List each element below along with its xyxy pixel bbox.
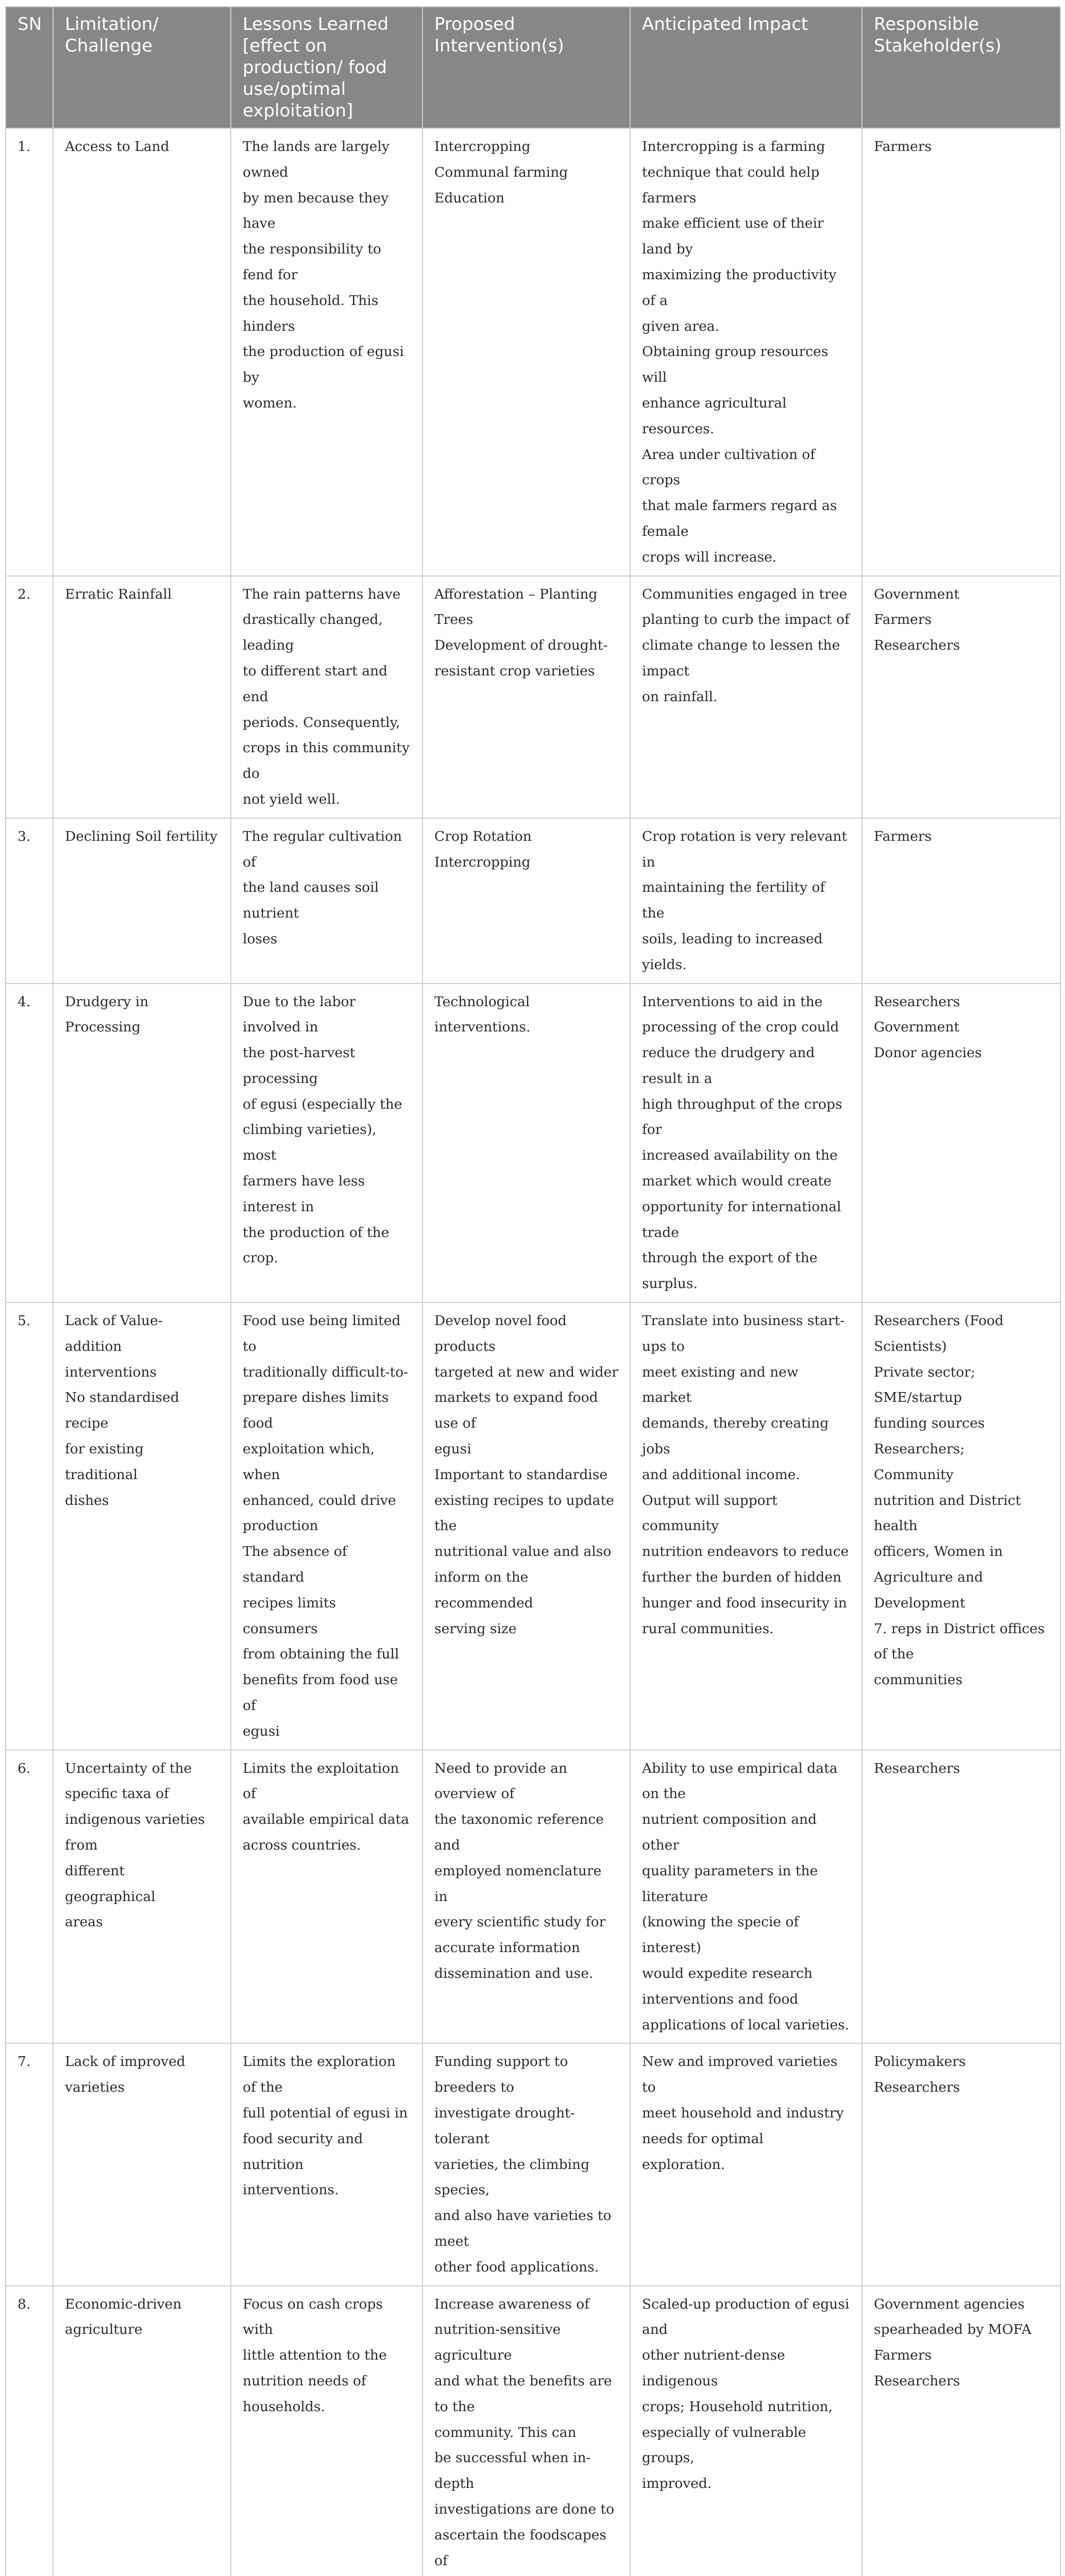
lessons-cell bbox=[231, 1750, 422, 2044]
cell-text: Researchers bbox=[874, 637, 960, 654]
cell-text: Food use being limited to bbox=[243, 1313, 401, 1354]
limitation-cell bbox=[53, 128, 231, 576]
header-text: Lessons Learned bbox=[243, 14, 389, 35]
cell-text: communities bbox=[874, 1672, 963, 1688]
cell-text: Limits the exploitation of bbox=[243, 1760, 399, 1802]
cell-text: inform on the recommended bbox=[434, 1569, 533, 1611]
cell-text: investigate drought-tolerant bbox=[434, 2105, 575, 2147]
cell-text: further the burden of hidden bbox=[642, 1569, 842, 1586]
header-row bbox=[6, 7, 1060, 128]
cell-text: Important to standardise bbox=[434, 1466, 608, 1483]
cell-text: Funding support to breeders to bbox=[434, 2054, 568, 2096]
lessons-cell bbox=[231, 984, 422, 1303]
cell-text: spearheaded by MOFA bbox=[874, 2321, 1032, 2338]
cell-text: Ability to use empirical data on the bbox=[642, 1760, 838, 1802]
cell-text: crops in this community do bbox=[243, 740, 410, 782]
cell-text: dissemination and use. bbox=[434, 1965, 594, 1981]
cell-text: production bbox=[243, 1518, 318, 1534]
impact-cell bbox=[630, 128, 862, 576]
cell-text: high throughput of the crops for bbox=[642, 1096, 842, 1138]
cell-text: the responsibility to fend for bbox=[243, 241, 381, 283]
cell-text: full potential of egusi in bbox=[243, 2105, 408, 2121]
cell-text: Need to provide an overview of bbox=[434, 1760, 567, 1802]
table-row bbox=[6, 576, 1060, 818]
cell-text: little attention to the bbox=[243, 2347, 387, 2364]
cell-text: Develop novel food products bbox=[434, 1313, 567, 1354]
cell-text: Researchers bbox=[874, 1760, 960, 1776]
cell-text: across countries. bbox=[243, 1837, 361, 1853]
cell-text: not yield well. bbox=[243, 791, 340, 807]
cell-text: Scaled-up production of egusi and bbox=[642, 2296, 850, 2338]
table-row bbox=[6, 128, 1060, 576]
cell-text: be successful when in-depth bbox=[434, 2450, 591, 2492]
stakeholders-cell bbox=[862, 2043, 1060, 2285]
cell-text: and what the benefits are to the bbox=[434, 2372, 612, 2415]
intervention-cell bbox=[422, 2286, 630, 2576]
cell-text: Crop rotation is very relevant in bbox=[642, 828, 848, 870]
header-text: [effect on bbox=[243, 36, 327, 56]
cell-text: loses bbox=[243, 930, 278, 947]
table-row bbox=[6, 1750, 1060, 2044]
cell-text: Economic-driven bbox=[65, 2296, 182, 2312]
cell-text: given area. bbox=[642, 318, 719, 334]
cell-text: 8. bbox=[18, 2296, 31, 2312]
cell-text: officers, Women in bbox=[874, 1544, 1003, 1560]
cell-text: farmers have less interest in bbox=[243, 1173, 365, 1215]
cell-text: Obtaining group resources will bbox=[642, 344, 829, 386]
table-row bbox=[6, 818, 1060, 984]
cell-text: existing recipes to update the bbox=[434, 1492, 614, 1534]
cell-text: markets to expand food use of bbox=[434, 1389, 598, 1432]
header-intervention bbox=[422, 7, 630, 128]
cell-text: by men because they have bbox=[243, 190, 389, 232]
cell-text: areas bbox=[65, 1914, 103, 1930]
cell-text: Intercropping is a farming bbox=[642, 139, 825, 155]
cell-text: interventions. bbox=[243, 2182, 339, 2198]
intervention-cell bbox=[422, 2043, 630, 2285]
sn-cell bbox=[6, 818, 53, 984]
cell-text: women. bbox=[243, 395, 297, 411]
cell-text: agriculture bbox=[65, 2321, 143, 2338]
cell-text: Focus on cash crops with bbox=[243, 2296, 383, 2338]
cell-text: the production of egusi by bbox=[243, 344, 404, 386]
cell-text: especially of vulnerable groups, bbox=[642, 2424, 806, 2466]
header-text: Anticipated Impact bbox=[642, 14, 808, 35]
cell-text: every scientific study for bbox=[434, 1914, 606, 1930]
cell-text: on rainfall. bbox=[642, 688, 718, 705]
limitation-cell bbox=[53, 984, 231, 1303]
cell-text: other food applications. bbox=[434, 2259, 599, 2275]
cell-text: benefits from food use of bbox=[243, 1672, 398, 1714]
cell-text: Government agencies bbox=[874, 2296, 1025, 2312]
cell-text: meet existing and new market bbox=[642, 1364, 799, 1406]
cell-text: Farmers bbox=[874, 139, 932, 155]
cell-text: interventions bbox=[65, 1364, 157, 1380]
cell-text: Crop Rotation bbox=[434, 828, 532, 844]
cell-text: applications of local varieties. bbox=[642, 2016, 850, 2033]
cell-text: market which would create bbox=[642, 1173, 832, 1190]
header-text: Stakeholder(s) bbox=[874, 36, 1002, 56]
impact-cell bbox=[630, 818, 862, 984]
intervention-cell bbox=[422, 1302, 630, 1750]
impact-cell bbox=[630, 1750, 862, 2044]
cell-text: No standardised recipe bbox=[65, 1389, 179, 1432]
cell-text: 6. bbox=[18, 1760, 31, 1776]
cell-text: Declining Soil fertility bbox=[65, 828, 218, 844]
cell-text: technique that could help farmers bbox=[642, 164, 820, 206]
lessons-cell bbox=[231, 818, 422, 984]
cell-text: other nutrient-dense indigenous bbox=[642, 2347, 785, 2389]
cell-text: enhance agricultural resources. bbox=[642, 395, 787, 437]
table-row bbox=[6, 1302, 1060, 1750]
cell-text: soils, leading to increased yields. bbox=[642, 930, 823, 973]
intervention-cell bbox=[422, 984, 630, 1303]
cell-text: Farmers bbox=[874, 612, 932, 628]
cell-text: Education bbox=[434, 190, 505, 206]
lessons-cell bbox=[231, 2286, 422, 2576]
sn-cell bbox=[6, 1302, 53, 1750]
cell-text: The regular cultivation of bbox=[243, 828, 402, 870]
cell-text: Farmers bbox=[874, 828, 932, 844]
cell-text: the taxonomic reference and bbox=[434, 1811, 604, 1853]
header-text: SN bbox=[18, 14, 42, 35]
cell-text: drastically changed, leading bbox=[243, 612, 383, 654]
cell-text: ascertain the foodscapes of bbox=[434, 2527, 606, 2569]
sn-cell bbox=[6, 984, 53, 1303]
cell-text: Output will support community bbox=[642, 1492, 777, 1534]
header-impact bbox=[630, 7, 862, 128]
cell-text: Farmers bbox=[874, 2347, 932, 2364]
cell-text: of egusi (especially the bbox=[243, 1096, 402, 1112]
header-limitation bbox=[53, 7, 231, 128]
cell-text: that male farmers regard as female bbox=[642, 498, 837, 539]
cell-text: Increase awareness of bbox=[434, 2296, 589, 2312]
cell-text: 4. bbox=[18, 993, 31, 1010]
table-header bbox=[6, 7, 1060, 128]
cell-text bbox=[434, 2573, 618, 2576]
lessons-cell bbox=[231, 128, 422, 576]
header-text: use/optimal bbox=[243, 79, 346, 99]
cell-text: periods. Consequently, bbox=[243, 714, 400, 731]
cell-text: recipes limits consumers bbox=[243, 1595, 336, 1637]
impact-cell bbox=[630, 1302, 862, 1750]
cell-text: to different start and end bbox=[243, 663, 388, 705]
header-lessons bbox=[231, 7, 422, 128]
stakeholders-cell bbox=[862, 984, 1060, 1303]
cell-text: increased availability on the bbox=[642, 1147, 838, 1164]
cell-text: food security and nutrition bbox=[243, 2130, 363, 2173]
cell-text: rural communities. bbox=[642, 1620, 774, 1637]
cell-text: Intercropping bbox=[434, 139, 531, 155]
cell-text: enhanced, could drive bbox=[243, 1492, 396, 1509]
stakeholders-cell bbox=[862, 1750, 1060, 2044]
limitations-table bbox=[5, 6, 1061, 2576]
cell-text: Limits the exploration of the bbox=[243, 2054, 396, 2096]
cell-text: Lack of Value-addition bbox=[65, 1313, 163, 1354]
cell-text: nutrient composition and other bbox=[642, 1811, 817, 1853]
cell-text: the post-harvest processing bbox=[243, 1045, 356, 1087]
cell-text: indigenous varieties from bbox=[65, 1811, 205, 1853]
cell-text: Due to the labor involved in bbox=[243, 993, 356, 1036]
impact-cell bbox=[630, 576, 862, 818]
table-row bbox=[6, 984, 1060, 1303]
cell-text: community. This can bbox=[434, 2424, 577, 2441]
cell-text: Researchers (Food Scientists) bbox=[874, 1313, 1004, 1354]
cell-text: available empirical data bbox=[243, 1811, 410, 1828]
cell-text: Researchers bbox=[874, 2372, 960, 2389]
intervention-cell bbox=[422, 818, 630, 984]
cell-text: and additional income. bbox=[642, 1466, 800, 1483]
limitation-cell bbox=[53, 1750, 231, 2044]
lessons-cell bbox=[231, 1302, 422, 1750]
cell-text: meet household and industry bbox=[642, 2105, 844, 2121]
cell-text: the household. This hinders bbox=[243, 292, 379, 334]
cell-text: prepare dishes limits food bbox=[243, 1389, 389, 1432]
cell-text: targeted at new and wider bbox=[434, 1364, 618, 1380]
cell-text: accurate information bbox=[434, 1940, 580, 1956]
header-text: Challenge bbox=[65, 36, 153, 56]
cell-text: nutrition endeavors to reduce bbox=[642, 1544, 849, 1560]
cell-text: for existing traditional bbox=[65, 1441, 144, 1483]
sn-cell bbox=[6, 1750, 53, 2044]
cell-text: nutrition and District health bbox=[874, 1492, 1021, 1534]
stakeholders-cell bbox=[862, 1302, 1060, 1750]
cell-text: from obtaining the full bbox=[243, 1646, 399, 1663]
cell-text: Agriculture and Development bbox=[874, 1569, 983, 1611]
cell-text: Technological interventions. bbox=[434, 993, 531, 1036]
cell-text: Area under cultivation of crops bbox=[642, 446, 816, 488]
cell-text: 7. reps in District offices of the bbox=[874, 1620, 1045, 1663]
cell-text: processing of the crop could bbox=[642, 1019, 839, 1036]
cell-text: Development of drought- bbox=[434, 637, 608, 654]
cell-text: make efficient use of their land by bbox=[642, 215, 824, 258]
cell-text: Erratic Rainfall bbox=[65, 586, 172, 602]
cell-text: The absence of standard bbox=[243, 1544, 347, 1586]
cell-text: nutritional value and also bbox=[434, 1544, 612, 1560]
header-text: exploitation] bbox=[243, 100, 353, 121]
table-row bbox=[6, 2286, 1060, 2576]
cell-text: The rain patterns have bbox=[243, 586, 401, 602]
cell-text: different geographical bbox=[65, 1862, 156, 1905]
cell-text: Interventions to aid in the bbox=[642, 993, 823, 1010]
cell-text: investigations are done to bbox=[434, 2501, 615, 2517]
limitation-cell bbox=[53, 818, 231, 984]
cell-text: crops; Household nutrition, bbox=[642, 2398, 833, 2415]
stakeholders-cell bbox=[862, 576, 1060, 818]
cell-text: climbing varieties), most bbox=[243, 1122, 377, 1164]
cell-text: Researchers; Community bbox=[874, 1441, 965, 1483]
cell-text: and also have varieties to meet bbox=[434, 2208, 612, 2249]
header-text: Proposed bbox=[434, 14, 515, 35]
cell-text: through the export of the surplus. bbox=[642, 1250, 818, 1292]
lessons-cell bbox=[231, 576, 422, 818]
cell-text: egusi bbox=[243, 1723, 280, 1739]
cell-text: would expedite research bbox=[642, 1965, 813, 1981]
cell-text: maintaining the fertility of the bbox=[642, 879, 825, 922]
cell-text: varieties bbox=[65, 2079, 125, 2096]
cell-text: Researchers bbox=[874, 2079, 960, 2096]
cell-text: quality parameters in the literature bbox=[642, 1862, 818, 1905]
header-text: Intervention(s) bbox=[434, 36, 564, 56]
cell-text: maximizing the productivity of a bbox=[642, 266, 837, 309]
cell-text: Private sector; SME/startup bbox=[874, 1364, 975, 1406]
cell-text: opportunity for international trade bbox=[642, 1198, 841, 1241]
cell-text: The lands are largely owned bbox=[243, 139, 390, 180]
cell-text: climate change to lessen the impact bbox=[642, 637, 840, 679]
cell-text: nutrition-sensitive agriculture bbox=[434, 2321, 561, 2364]
cell-text: 1. bbox=[18, 139, 31, 155]
stakeholders-cell bbox=[862, 2286, 1060, 2576]
cell-text: Lack of improved bbox=[65, 2054, 185, 2070]
header-text: Responsible bbox=[874, 14, 979, 35]
cell-text: crops will increase. bbox=[642, 549, 777, 565]
cell-text: Access to Land bbox=[65, 139, 170, 155]
header-stakeholders bbox=[862, 7, 1060, 128]
impact-cell bbox=[630, 2286, 862, 2576]
cell-text: the production of the crop. bbox=[243, 1224, 390, 1266]
limitation-cell bbox=[53, 576, 231, 818]
sn-cell bbox=[6, 2286, 53, 2576]
sn-cell bbox=[6, 2043, 53, 2285]
cell-text: Policymakers bbox=[874, 2054, 966, 2070]
stakeholders-cell bbox=[862, 128, 1060, 576]
limitation-cell bbox=[53, 2043, 231, 2285]
intervention-cell bbox=[422, 128, 630, 576]
cell-text: Researchers bbox=[874, 993, 960, 1010]
cell-text: Intercropping bbox=[434, 854, 531, 870]
lessons-cell bbox=[231, 2043, 422, 2285]
intervention-cell bbox=[422, 1750, 630, 2044]
cell-text: Communities engaged in tree bbox=[642, 586, 848, 602]
cell-text: reduce the drudgery and result in a bbox=[642, 1045, 815, 1087]
cell-text: egusi bbox=[434, 1441, 471, 1458]
cell-text: exploitation which, when bbox=[243, 1441, 375, 1483]
cell-text: New and improved varieties to bbox=[642, 2054, 838, 2096]
table-body bbox=[6, 128, 1060, 2576]
cell-text: 7. bbox=[18, 2054, 31, 2070]
intervention-cell bbox=[422, 576, 630, 818]
cell-text: dishes bbox=[65, 1492, 109, 1509]
impact-cell bbox=[630, 2043, 862, 2285]
cell-text: resistant crop varieties bbox=[434, 663, 595, 679]
cell-text: hunger and food insecurity in bbox=[642, 1595, 847, 1611]
cell-text: traditionally difficult-to- bbox=[243, 1364, 409, 1380]
cell-text: Uncertainty of the bbox=[65, 1760, 192, 1776]
cell-text: planting to curb the impact of bbox=[642, 612, 850, 628]
cell-text: 2. bbox=[18, 586, 31, 602]
sn-cell bbox=[6, 128, 53, 576]
cell-text: demands, thereby creating jobs bbox=[642, 1415, 829, 1458]
cell-text: specific taxa of bbox=[65, 1786, 169, 1802]
table-row bbox=[6, 2043, 1060, 2285]
cell-text: serving size bbox=[434, 1620, 517, 1637]
cell-text: Government bbox=[874, 1019, 960, 1036]
cell-text: 3. bbox=[18, 828, 31, 844]
cell-text: interventions and food bbox=[642, 1991, 799, 2007]
header-sn bbox=[6, 7, 53, 128]
header-text: production/ food bbox=[243, 57, 387, 78]
cell-text: (knowing the specie of interest) bbox=[642, 1914, 799, 1956]
limitation-cell bbox=[53, 1302, 231, 1750]
sn-cell bbox=[6, 576, 53, 818]
cell-text: improved. bbox=[642, 2476, 712, 2492]
cell-text: varieties, the climbing species, bbox=[434, 2156, 590, 2198]
cell-text: nutrition needs of bbox=[243, 2372, 366, 2389]
cell-text: employed nomenclature in bbox=[434, 1862, 602, 1905]
stakeholders-cell bbox=[862, 818, 1060, 984]
cell-text: Drudgery in Processing bbox=[65, 993, 149, 1036]
cell-text: Government bbox=[874, 586, 960, 602]
cell-text: the land causes soil nutrient bbox=[243, 879, 379, 922]
cell-text: Communal farming bbox=[434, 164, 568, 180]
cell-text: households. bbox=[243, 2398, 325, 2415]
cell-text: funding sources bbox=[874, 1415, 985, 1432]
limitation-cell bbox=[53, 2286, 231, 2576]
cell-text: Donor agencies bbox=[874, 1045, 982, 1061]
impact-cell bbox=[630, 984, 862, 1303]
cell-text: 5. bbox=[18, 1313, 31, 1329]
header-text: Limitation/ bbox=[65, 14, 159, 35]
cell-text: needs for optimal exploration. bbox=[642, 2130, 764, 2173]
cell-text: Afforestation – Planting Trees bbox=[434, 586, 598, 628]
cell-text: Translate into business start-ups to bbox=[642, 1313, 845, 1354]
